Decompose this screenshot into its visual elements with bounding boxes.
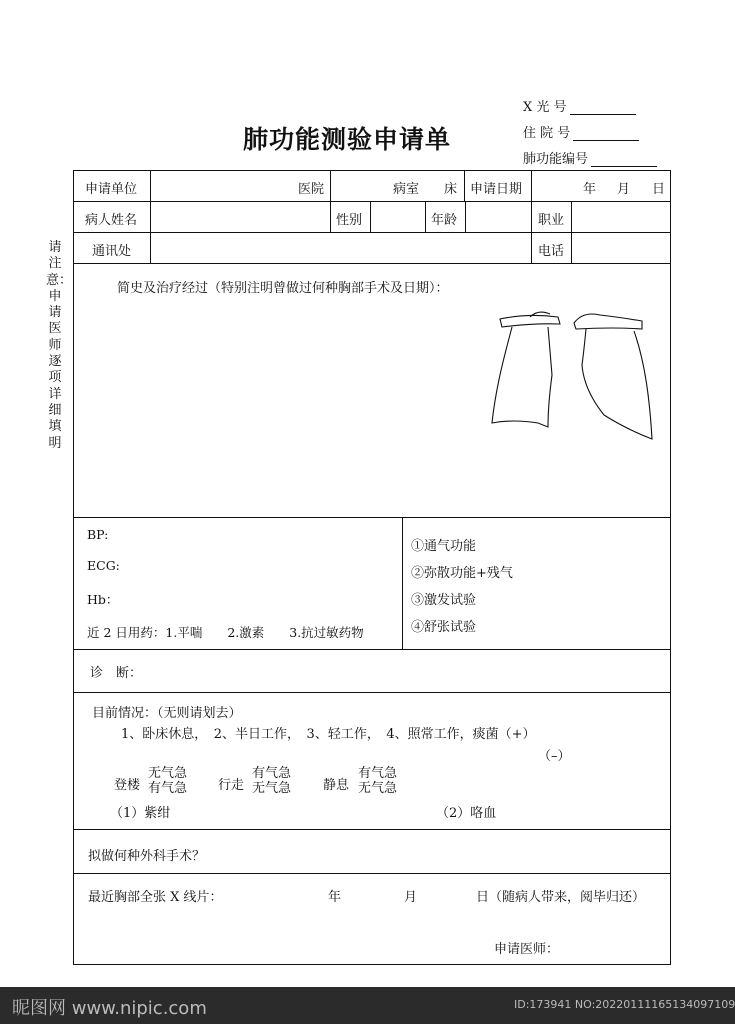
status-options: 1、卧床休息， 2、半日工作， 3、轻工作， 4、照常工作，痰菌（+） bbox=[121, 727, 536, 742]
row-divider bbox=[73, 201, 671, 202]
hb-label: Hb： bbox=[87, 592, 119, 607]
watermark-left: 昵图网 www.nipic.com bbox=[12, 998, 207, 1019]
col-divider bbox=[370, 201, 371, 232]
xray-no-field bbox=[523, 96, 636, 115]
age-label: 年龄 bbox=[431, 213, 458, 228]
stairs-label: 登楼 bbox=[114, 778, 141, 793]
stairs-no-breath[interactable]: 无气急 bbox=[148, 766, 188, 781]
col-divider bbox=[425, 201, 426, 232]
stairs-options bbox=[148, 766, 187, 796]
watermark-right: ID:173941 NO:20220111165134097109 bbox=[514, 998, 735, 1011]
row-divider bbox=[73, 263, 671, 264]
test-option[interactable]: ④舒张试验 bbox=[411, 620, 477, 635]
bed-label: 床 bbox=[444, 182, 458, 197]
side-note: 请注意：申请医师逐项详细填明 bbox=[46, 240, 73, 451]
row-divider bbox=[73, 649, 671, 650]
month-label: 月 bbox=[617, 182, 631, 197]
ecg-label: ECG: bbox=[87, 558, 120, 573]
col-divider bbox=[402, 517, 403, 649]
test-option[interactable]: ③激发试验 bbox=[411, 593, 477, 608]
inpatient-no-label: 住 院 号 bbox=[523, 126, 571, 141]
right-lung-icon bbox=[574, 314, 652, 439]
sex-label: 性别 bbox=[336, 213, 363, 228]
rest-options bbox=[358, 766, 397, 796]
row-divider bbox=[73, 873, 671, 874]
address-label: 通讯处 bbox=[92, 244, 132, 259]
day-label: 日 bbox=[652, 182, 666, 197]
col-divider bbox=[531, 170, 532, 263]
phone-label: 电话 bbox=[538, 244, 565, 259]
job-label: 职业 bbox=[538, 213, 565, 228]
diagnosis-label: 诊 断： bbox=[90, 666, 143, 681]
test-option[interactable]: ①通气功能 bbox=[411, 539, 477, 554]
apply-date-label: 申请日期 bbox=[470, 182, 523, 197]
lung-no-blank[interactable] bbox=[591, 155, 657, 167]
year-label: 年 bbox=[583, 182, 597, 197]
row-divider bbox=[73, 829, 671, 830]
status-title: 目前情况：（无则请划去） bbox=[92, 706, 242, 721]
hospital-label: 医院 bbox=[298, 182, 325, 197]
sputum-minus: （–） bbox=[538, 749, 571, 764]
lung-no-label: 肺功能编号 bbox=[523, 152, 589, 167]
walk-has-breath[interactable]: 有气急 bbox=[252, 766, 292, 781]
col-divider bbox=[465, 201, 466, 232]
col-divider bbox=[330, 170, 331, 232]
bp-label: BP: bbox=[87, 527, 109, 542]
doctor-label: 申请医师： bbox=[494, 942, 560, 957]
col-divider bbox=[464, 170, 465, 201]
walk-no-breath[interactable]: 无气急 bbox=[252, 781, 292, 796]
lungs-diagram bbox=[488, 305, 668, 445]
walk-label: 行走 bbox=[218, 778, 245, 793]
rest-no-breath[interactable]: 无气急 bbox=[358, 781, 398, 796]
inpatient-no-field bbox=[523, 122, 639, 141]
surgery-label: 拟做何种外科手术？ bbox=[88, 849, 206, 864]
col-divider bbox=[571, 201, 572, 263]
stairs-has-breath[interactable]: 有气急 bbox=[148, 781, 188, 796]
watermark-bar bbox=[0, 987, 735, 1024]
xray-label: 最近胸部全张 X 线片： bbox=[88, 890, 223, 905]
unit-label: 申请单位 bbox=[85, 182, 138, 197]
hemoptysis-label: （2）咯血 bbox=[436, 806, 497, 821]
row-divider bbox=[73, 517, 671, 518]
xray-year: 年 bbox=[328, 890, 342, 905]
test-option[interactable]: ②弥散功能+残气 bbox=[411, 566, 513, 581]
xray-day-note: 日（随病人带来，阅毕归还） bbox=[476, 890, 646, 905]
inpatient-no-blank[interactable] bbox=[573, 129, 639, 141]
drugs-line: 近 2 日用药：1.平喘 2.激素 3.抗过敏药物 bbox=[87, 625, 364, 640]
lung-no-field bbox=[523, 148, 657, 167]
row-divider bbox=[73, 692, 671, 693]
history-label: 简史及治疗经过（特别注明曾做过何种胸部手术及日期）： bbox=[117, 281, 449, 296]
form-title: 肺功能测验申请单 bbox=[243, 125, 452, 154]
ward-label: 病室 bbox=[393, 182, 420, 197]
patient-name-label: 病人姓名 bbox=[85, 213, 138, 228]
rest-label: 静息 bbox=[323, 778, 350, 793]
cyanosis-label: （1）紫绀 bbox=[110, 806, 171, 821]
rest-has-breath[interactable]: 有气急 bbox=[358, 766, 398, 781]
xray-no-label: X 光 号 bbox=[523, 100, 567, 115]
col-divider bbox=[150, 170, 151, 263]
xray-month: 月 bbox=[404, 890, 418, 905]
left-lung-icon bbox=[492, 312, 560, 427]
row-divider bbox=[73, 232, 671, 233]
walk-options bbox=[252, 766, 291, 796]
xray-no-blank[interactable] bbox=[570, 103, 636, 115]
